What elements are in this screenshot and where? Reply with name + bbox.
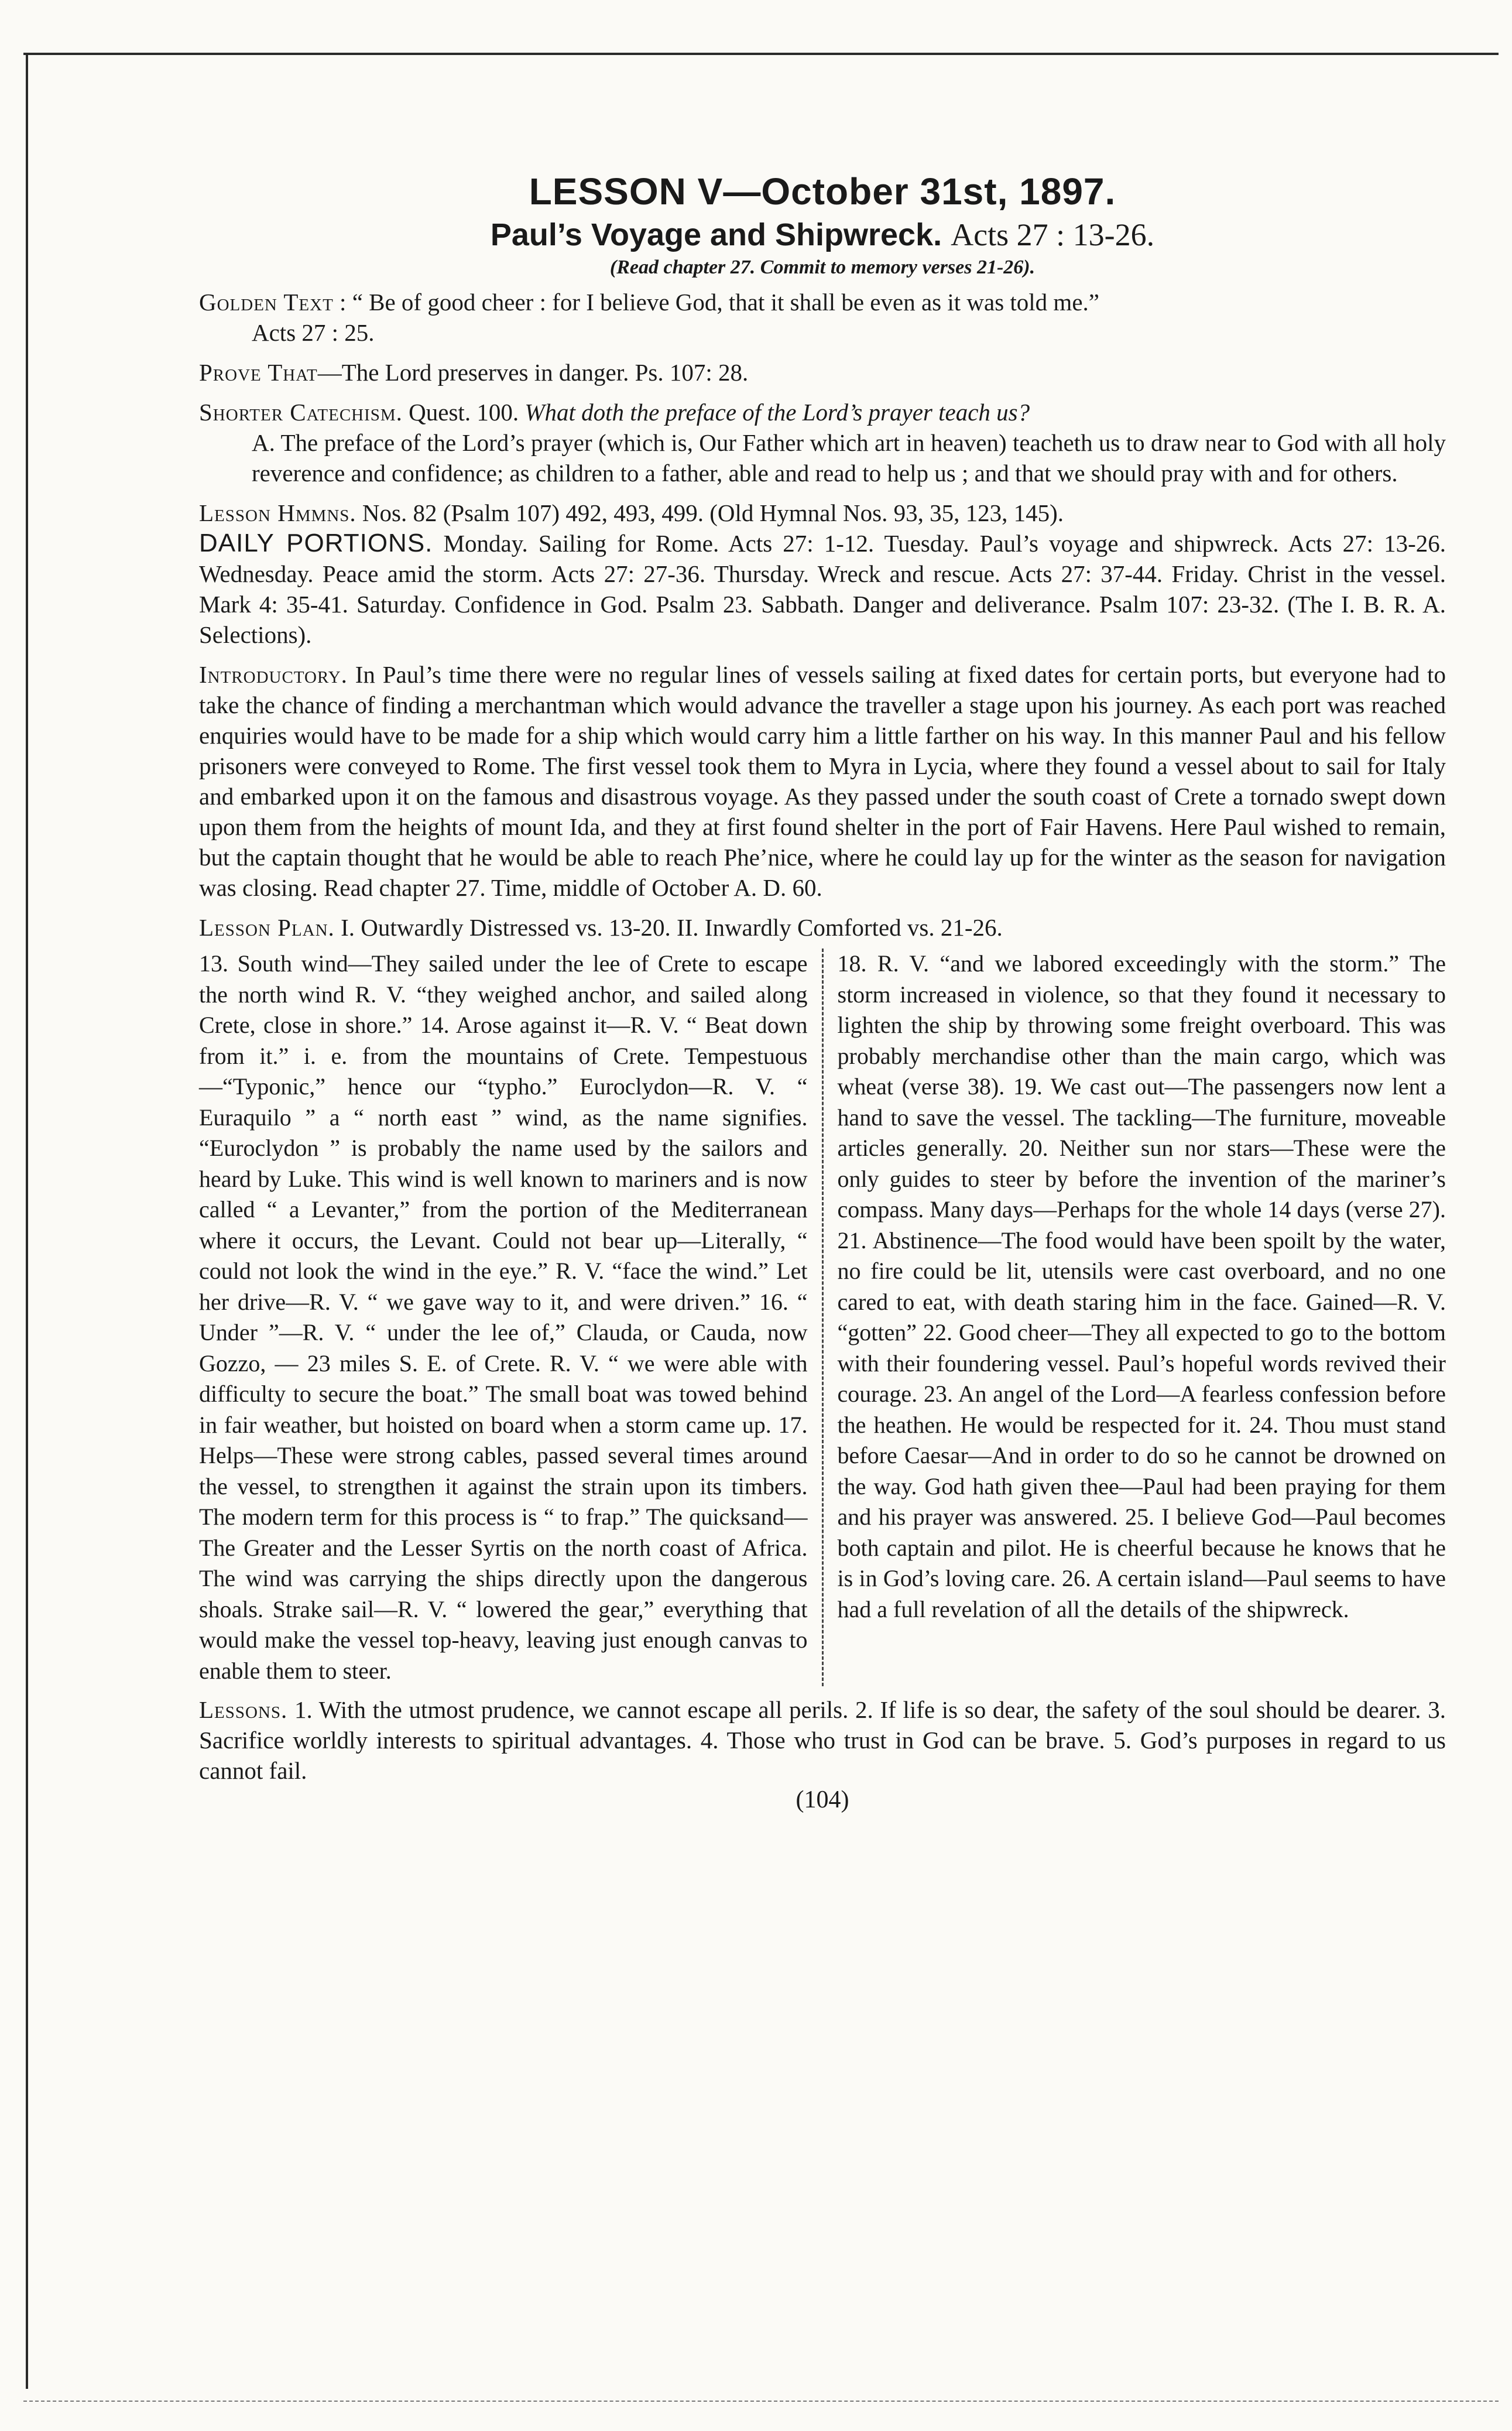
introductory-text: In Paul’s time there were no regular lines of vessels sailing at fixed dates for certain ports, but everyone had to take the chance of finding a merchantman which would advance the traveller a stage upon his journey. As each port was reached enquiries would have to be made for a ship which would carry him a little farther on his way. In this manner Paul and his fellow prisoners were conveyed to Rome. The first vessel took them to Myra in Lycia, where they found a vessel about to sail for Italy and embarked upon it on the famous and disastrous voyage. As they passed under the south coast of Crete a tornado swept down upon them from the heights of mount Ida, and they at first found shelter in the port of Fair Havens. Here Paul wished to remain, but the captain thought that he would be able to reach Phe’nice, where he could lay up for the winter as the season for navigation was closing. Read chapter 27. Time, middle of October A. D. 60.	[199, 661, 1446, 901]
hymns-text: Nos. 82 (Psalm 107) 492, 493, 499. (Old Hymnal Nos. 93, 35, 123, 145).	[362, 499, 1064, 526]
lesson-subtitle	[199, 217, 1446, 253]
daily-portions-text: Monday. Sailing for Rome. Acts 27: 1-12. Tuesday. Paul’s voyage and shipwreck. Acts 27: 13-26. Wednesday. Peace amid the storm. Acts 27: 27-36. Thursday. Wreck and rescue. Acts 27: 37-44. Friday. Christ in the vessel. Mark 4: 35-41. Saturday. Confidence in God. Psalm 23. Sabbath. Danger and deliverance. Psalm 107: 23-32. (The I. B. R. A. Selections).	[199, 530, 1446, 648]
lesson-plan-text: I. Outwardly Distressed vs. 13-20. II. Inwardly Comforted vs. 21-26.	[341, 914, 1003, 941]
daily-portions-label: DAILY PORTIONS.	[199, 529, 433, 557]
catechism-question-number: Quest. 100.	[409, 399, 519, 426]
notes-columns	[199, 949, 1446, 1686]
catechism-answer: A. The preface of the Lord’s prayer (which is, Our Father which art in heaven) teacheth us to draw near to God with all holy reverence and confidence; as children to a father, able and read to help us ; and that we should pray with and for others.	[252, 429, 1446, 487]
prove-that-body: —The Lord preserves in danger. Ps. 107: 28.	[317, 359, 749, 386]
lessons-label: Lessons.	[199, 1696, 288, 1723]
introductory	[199, 659, 1446, 903]
lessons	[199, 1694, 1446, 1786]
reading-note: (Read chapter 27. Commit to memory verses 21-26).	[609, 256, 1036, 278]
page-border-left	[26, 53, 28, 2389]
page-border-bottom	[23, 2401, 1499, 2402]
golden-text	[199, 287, 1446, 317]
catechism-label: Shorter Catechism.	[199, 399, 403, 426]
prove-that-label: Prove That	[199, 359, 318, 386]
lesson-hymns	[199, 498, 1446, 528]
page-border-top	[23, 53, 1499, 55]
subtitle-reference: Acts 27 : 13-26.	[951, 217, 1155, 252]
lessons-text: 1. With the utmost prudence, we cannot escape all perils. 2. If life is so dear, the safety of the soul should be dearer. 3. Sacrifice worldly interests to spiritual advantages. 4. Those who trust in God can be brave. 5. God’s purposes in regard to us cannot fail.	[199, 1696, 1446, 1784]
notes-left-text: 13. South wind—They sailed under the lee of Crete to escape the north wind R. V. “they weighed anchor, and sailed along Crete, close in shore.” 14. Arose against it—R. V. “ Beat down from it.” i. e. from the mountains of Crete. Tempestuous—“Typonic,” hence our “typho.” Euroclydon—R. V. “ Euraquilo ” a “ north east ” wind, as the name signifies. “Euroclydon ” is probably the name used by the sailors and heard by Luke. This wind is well known to mariners and is now called “ a Levanter,” from the portion of the Mediterranean where it occurs, the Levant. Could not bear up—Literally, “ could not look the wind in the eye.” R. V. “face the wind.” Let her drive—R. V. “ we gave way to it, and were driven.” 16. “ Under ”—R. V. “ under the lee of,” Clauda, or Cauda, now Gozzo, — 23 miles S. E. of Crete. R. V. “ we were able with difficulty to secure the boat.” The small boat was towed behind in fair weather, but hoisted on board when a storm came up. 17. Helps—These were strong cables, passed several times around the vessel, to strengthen it against the strain upon its timbers. The modern term for this process is “ to frap.” The quicksand—The Greater and the Lesser Syrtis on the north coast of Africa. The wind was carrying the ships directly upon the dangerous shoals. Strake sail—R. V. “ lowered the gear,” everything that would make the vessel top-heavy, leaving just enough canvas to enable them to steer.	[199, 950, 808, 1684]
introductory-label: Introductory.	[199, 661, 348, 688]
notes-right-column	[822, 949, 1446, 1686]
page-number: (104)	[796, 1786, 849, 1813]
prove-that	[199, 357, 1446, 388]
subtitle-text: Paul’s Voyage and Shipwreck.	[490, 217, 942, 252]
lesson-title: LESSON V—October 31st, 1897.	[529, 170, 1116, 213]
daily-portions	[199, 528, 1446, 650]
lesson-content	[199, 170, 1446, 1814]
lesson-plan-label: Lesson Plan.	[199, 914, 335, 941]
catechism	[199, 397, 1446, 427]
hymns-label: Lesson Hmmns.	[199, 499, 356, 526]
lesson-plan	[199, 912, 1446, 943]
notes-right-text: 18. R. V. “and we labored exceedingly with the storm.” The storm increased in violence, so that they found it necessary to lighten the ship by throwing some freight overboard. This was probably merchandise other than the main cargo, which was wheat (verse 38). 19. We cast out—The passengers now lent a hand to save the vessel. The tackling—The furniture, moveable articles generally. 20. Neither sun nor stars—These were the only guides to steer by before the invention of the mariner’s compass. Many days—Perhaps for the whole 14 days (verse 27). 21. Abstinence—The food would have been spoilt by the water, no fire could be lit, utensils were cast overboard, and no one cared to eat, with death staring him in the face. Gained—R. V. “gotten” 22. Good cheer—They all expected to go to the bottom with their foundering vessel. Paul’s hopeful words revived their courage. 23. An angel of the Lord—A fearless confession before the heathen. He would be respected for it. 24. Thou must stand before Caesar—And in order to do so he cannot be drowned on the way. God hath given thee—Paul had been praying for them and his prayer was answered. 25. I believe God—Paul becomes both captain and pilot. He is cheerful because he knows that he is in God’s loving care. 26. A certain island—Paul seems to have had a full revelation of all the details of the shipwreck.	[837, 950, 1446, 1622]
notes-left-column	[199, 949, 822, 1686]
golden-text-body: : “ Be of good cheer : for I believe God, that it shall be even as it was told me.”	[340, 289, 1099, 316]
golden-text-label: Golden Text	[199, 289, 334, 316]
catechism-question: What doth the preface of the Lord’s prayer teach us?	[524, 399, 1030, 426]
golden-text-ref: Acts 27 : 25.	[252, 319, 375, 346]
